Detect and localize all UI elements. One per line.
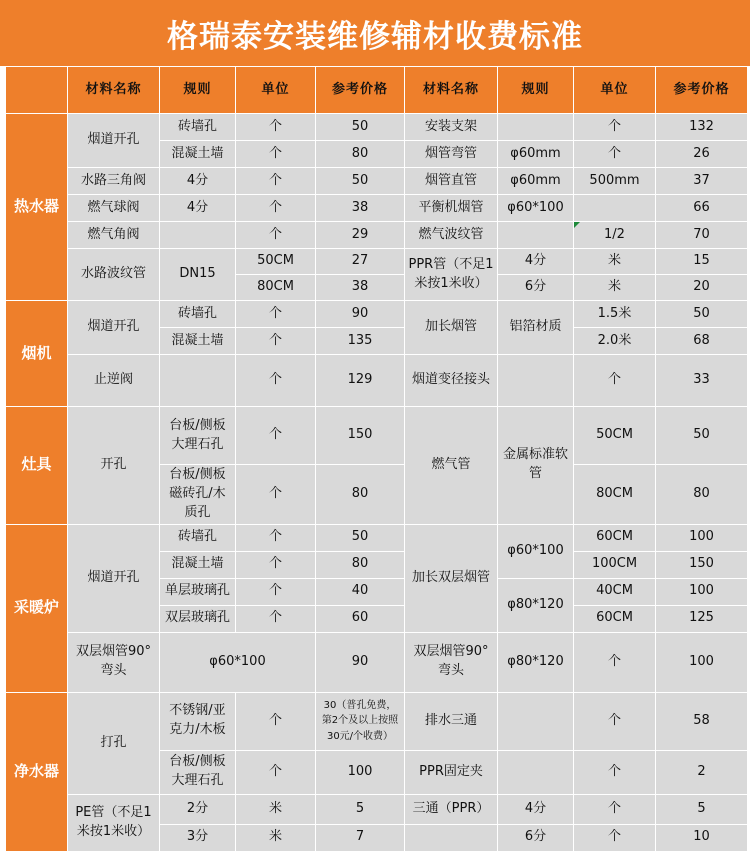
item-unit: 个	[236, 750, 316, 794]
price-table	[5, 66, 748, 852]
item-unit-2: 个	[574, 692, 656, 750]
item-name-2: 安装支架	[405, 114, 498, 141]
item-unit: 80CM	[236, 275, 316, 301]
item-name-2: 烟管直管	[405, 168, 498, 195]
item-unit-2	[574, 195, 656, 222]
header-row	[6, 67, 748, 114]
table-row	[6, 249, 748, 275]
item-spec: 台板/侧板大理石孔	[160, 407, 236, 465]
item-spec-2: φ60*100	[498, 524, 574, 578]
item-price: 90	[316, 301, 405, 328]
table-row	[6, 524, 748, 551]
item-price: 135	[316, 328, 405, 355]
item-price-2: 15	[656, 249, 748, 275]
item-price-2: 68	[656, 328, 748, 355]
header-name-2: 材料名称	[405, 67, 498, 114]
item-unit-2: 个	[574, 632, 656, 692]
item-unit: 个	[236, 551, 316, 578]
table-row	[6, 222, 748, 249]
item-name: 止逆阀	[68, 355, 160, 407]
category-purifier: 净水器	[6, 692, 68, 851]
item-spec	[160, 222, 236, 249]
item-price: 129	[316, 355, 405, 407]
item-unit: 个	[236, 168, 316, 195]
item-price: 60	[316, 605, 405, 632]
category-stove: 灶具	[6, 407, 68, 525]
item-price: 38	[316, 275, 405, 301]
item-spec-2: φ80*120	[498, 578, 574, 632]
item-name-2: 双层烟管90°弯头	[405, 632, 498, 692]
item-spec: 混凝土墙	[160, 141, 236, 168]
item-spec-2: φ60mm	[498, 141, 574, 168]
comment-marker-icon	[574, 222, 580, 228]
item-unit: 个	[236, 692, 316, 750]
item-spec: 混凝土墙	[160, 551, 236, 578]
item-unit-2: 60CM	[574, 524, 656, 551]
item-price-2: 70	[656, 222, 748, 249]
header-price: 参考价格	[316, 67, 405, 114]
item-unit-2: 米	[574, 249, 656, 275]
item-unit: 米	[236, 794, 316, 824]
item-unit: 个	[236, 524, 316, 551]
table-row	[6, 195, 748, 222]
item-spec-2	[498, 114, 574, 141]
item-unit: 个	[236, 195, 316, 222]
item-price: 80	[316, 141, 405, 168]
item-price: 80	[316, 551, 405, 578]
item-name-2: PPR固定夹	[405, 750, 498, 794]
item-name: 双层烟管90°弯头	[68, 632, 160, 692]
item-price-2: 2	[656, 750, 748, 794]
item-unit-2: 100CM	[574, 551, 656, 578]
item-price: 50	[316, 524, 405, 551]
item-spec: 台板/侧板磁砖孔/木质孔	[160, 465, 236, 525]
item-unit-2: 个	[574, 114, 656, 141]
item-unit-2: 1.5米	[574, 301, 656, 328]
item-name: 打孔	[68, 692, 160, 794]
item-price-2: 100	[656, 524, 748, 551]
item-name-2: 加长双层烟管	[405, 524, 498, 632]
item-unit-2: 80CM	[574, 465, 656, 525]
item-unit: 米	[236, 824, 316, 851]
corner-cell	[6, 67, 68, 114]
item-spec-2: 金属标准软管	[498, 407, 574, 525]
category-heater: 采暖炉	[6, 524, 68, 692]
item-unit-2: 40CM	[574, 578, 656, 605]
header-spec: 规则	[160, 67, 236, 114]
item-spec: 2分	[160, 794, 236, 824]
item-name: PE管（不足1米按1米收）	[68, 794, 160, 851]
item-name-2: 三通（PPR）	[405, 794, 498, 824]
item-spec: φ60*100	[160, 632, 316, 692]
item-name-2: 燃气管	[405, 407, 498, 525]
item-spec: 混凝土墙	[160, 328, 236, 355]
item-name: 烟道开孔	[68, 524, 160, 632]
item-spec: 砖墙孔	[160, 301, 236, 328]
item-price: 90	[316, 632, 405, 692]
item-price-2: 132	[656, 114, 748, 141]
header-unit-2: 单位	[574, 67, 656, 114]
item-price-2: 58	[656, 692, 748, 750]
item-price: 50	[316, 168, 405, 195]
item-unit: 个	[236, 465, 316, 525]
table-row	[6, 794, 748, 824]
table-row	[6, 407, 748, 465]
item-price-2: 66	[656, 195, 748, 222]
item-unit: 个	[236, 407, 316, 465]
item-price: 40	[316, 578, 405, 605]
item-spec: 单层玻璃孔	[160, 578, 236, 605]
item-name-2	[405, 824, 498, 851]
item-unit-2: 个	[574, 141, 656, 168]
item-name-2: 烟管弯管	[405, 141, 498, 168]
item-price-2: 80	[656, 465, 748, 525]
item-unit-2: 个	[574, 824, 656, 851]
item-price-2: 33	[656, 355, 748, 407]
item-unit-2: 500mm	[574, 168, 656, 195]
item-spec-2	[498, 355, 574, 407]
item-spec: 台板/侧板大理石孔	[160, 750, 236, 794]
item-name-2: 燃气波纹管	[405, 222, 498, 249]
item-name: 烟道开孔	[68, 301, 160, 355]
item-price: 7	[316, 824, 405, 851]
item-name: 烟道开孔	[68, 114, 160, 168]
item-name: 燃气角阀	[68, 222, 160, 249]
item-unit-2	[574, 222, 656, 249]
item-unit-2-text: 1/2	[604, 226, 625, 242]
header-price-2: 参考价格	[656, 67, 748, 114]
item-unit: 个	[236, 328, 316, 355]
category-water-heater: 热水器	[6, 114, 68, 301]
item-price: 29	[316, 222, 405, 249]
header-spec-2: 规则	[498, 67, 574, 114]
item-unit-2: 2.0米	[574, 328, 656, 355]
header-name: 材料名称	[68, 67, 160, 114]
item-unit: 个	[236, 605, 316, 632]
item-name: 开孔	[68, 407, 160, 525]
item-price-2: 26	[656, 141, 748, 168]
item-unit-2: 米	[574, 275, 656, 301]
table-row	[6, 632, 748, 692]
item-price: 38	[316, 195, 405, 222]
item-price-2: 37	[656, 168, 748, 195]
item-unit: 个	[236, 141, 316, 168]
item-price-2: 50	[656, 301, 748, 328]
sheet-title: 格瑞泰安装维修辅材收费标准	[0, 0, 750, 66]
item-spec: 砖墙孔	[160, 524, 236, 551]
item-spec: 双层玻璃孔	[160, 605, 236, 632]
item-spec-2: 6分	[498, 824, 574, 851]
item-price-2: 125	[656, 605, 748, 632]
item-spec-2: φ60*100	[498, 195, 574, 222]
table-row	[6, 168, 748, 195]
item-name-2: 平衡机烟管	[405, 195, 498, 222]
item-spec: 4分	[160, 195, 236, 222]
item-spec: 3分	[160, 824, 236, 851]
item-name-2: PPR管（不足1米按1米收）	[405, 249, 498, 301]
item-spec-2	[498, 222, 574, 249]
item-unit-2: 60CM	[574, 605, 656, 632]
item-spec: DN15	[160, 249, 236, 301]
item-spec: 不锈钢/亚克力/木板	[160, 692, 236, 750]
item-spec	[160, 355, 236, 407]
item-unit-2: 50CM	[574, 407, 656, 465]
item-spec: 砖墙孔	[160, 114, 236, 141]
item-spec: 4分	[160, 168, 236, 195]
item-spec-2	[498, 750, 574, 794]
category-range-hood: 烟机	[6, 301, 68, 407]
item-price: 30（普孔免费，第2个及以上按照30元/个收费）	[316, 692, 405, 750]
item-price: 80	[316, 465, 405, 525]
item-price-2: 100	[656, 578, 748, 605]
item-price: 150	[316, 407, 405, 465]
item-price-2: 10	[656, 824, 748, 851]
item-unit-2: 个	[574, 355, 656, 407]
item-price-2: 150	[656, 551, 748, 578]
table-row	[6, 355, 748, 407]
item-name: 水路三角阀	[68, 168, 160, 195]
item-unit: 个	[236, 578, 316, 605]
item-unit-2: 个	[574, 794, 656, 824]
table-row	[6, 114, 748, 141]
table-row	[6, 692, 748, 750]
item-price: 100	[316, 750, 405, 794]
item-unit: 个	[236, 355, 316, 407]
item-unit: 个	[236, 301, 316, 328]
item-price: 27	[316, 249, 405, 275]
item-name-2: 烟道变径接头	[405, 355, 498, 407]
item-spec-2: 4分	[498, 249, 574, 275]
item-unit: 个	[236, 114, 316, 141]
item-spec-2: 4分	[498, 794, 574, 824]
item-unit-2: 个	[574, 750, 656, 794]
item-price-2: 5	[656, 794, 748, 824]
item-price: 5	[316, 794, 405, 824]
item-unit: 50CM	[236, 249, 316, 275]
item-spec-2	[498, 692, 574, 750]
table-row	[6, 301, 748, 328]
item-price-2: 20	[656, 275, 748, 301]
item-name: 水路波纹管	[68, 249, 160, 301]
item-price: 50	[316, 114, 405, 141]
item-price-2: 50	[656, 407, 748, 465]
item-name-2: 加长烟管	[405, 301, 498, 355]
item-unit: 个	[236, 222, 316, 249]
item-spec-2: φ60mm	[498, 168, 574, 195]
header-unit: 单位	[236, 67, 316, 114]
item-spec-2: 铝箔材质	[498, 301, 574, 355]
item-spec-2: φ80*120	[498, 632, 574, 692]
item-spec-2: 6分	[498, 275, 574, 301]
item-name: 燃气球阀	[68, 195, 160, 222]
item-name-2: 排水三通	[405, 692, 498, 750]
item-price-2: 100	[656, 632, 748, 692]
